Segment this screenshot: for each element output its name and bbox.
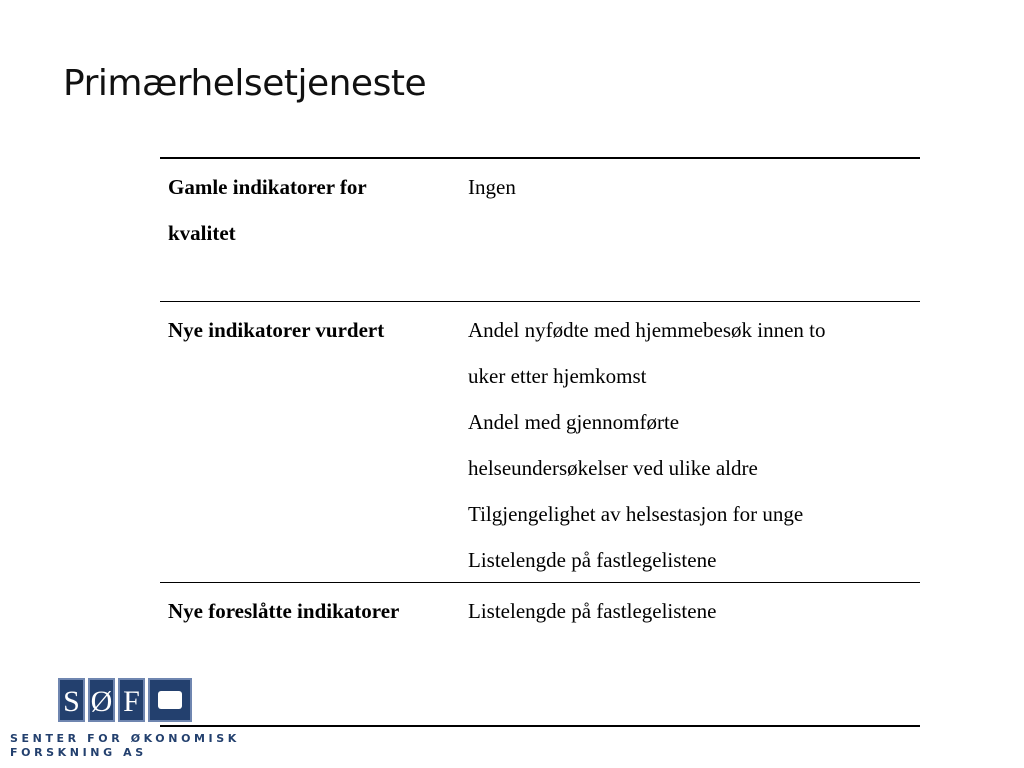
logo-tagline [10, 732, 240, 760]
row-header [160, 164, 460, 301]
table-bottom-rule [160, 725, 920, 727]
row-body [460, 588, 920, 725]
logo-tagline-line: FORSKNING AS [10, 746, 147, 759]
row-body-line: Listelengde på fastlegelistene [468, 599, 717, 623]
row-body-line: Listelengde på fastlegelistene [468, 548, 717, 572]
indicator-table [160, 157, 920, 727]
logo-letter: S [58, 678, 85, 722]
row-header-line: kvalitet [168, 221, 236, 245]
row-body-line: Andel med gjennomførte [468, 410, 680, 434]
row-header [160, 307, 460, 582]
row-body [460, 307, 920, 582]
row-header-line: Nye indikatorer vurdert [168, 318, 385, 342]
row-body-line: Andel nyfødte med hjemmebesøk innen to [468, 318, 826, 342]
row-body-line: helseundersøkelser ved ulike aldre [468, 456, 758, 480]
row-body-line: Ingen [468, 175, 516, 199]
table-row [160, 159, 920, 301]
logo-tagline-line: SENTER FOR ØKONOMISK [10, 732, 240, 745]
row-body [460, 164, 920, 301]
row-body-line: uker etter hjemkomst [468, 364, 647, 388]
row-header-line: Nye foreslåtte indikatorer [168, 599, 400, 623]
table-row [160, 583, 920, 725]
table-row [160, 302, 920, 582]
logo-letter: F [118, 678, 145, 722]
row-header-line: Gamle indikatorer for [168, 175, 367, 199]
slide-title: Primærhelsetjeneste [63, 63, 427, 104]
logo-square-icon [148, 678, 192, 722]
row-body-line: Tilgjengelighet av helsestasjon for unge [468, 502, 804, 526]
sof-logo [10, 678, 250, 764]
logo-letter: Ø [88, 678, 115, 722]
logo-square-inner [158, 691, 182, 709]
logo-mark [58, 678, 192, 722]
